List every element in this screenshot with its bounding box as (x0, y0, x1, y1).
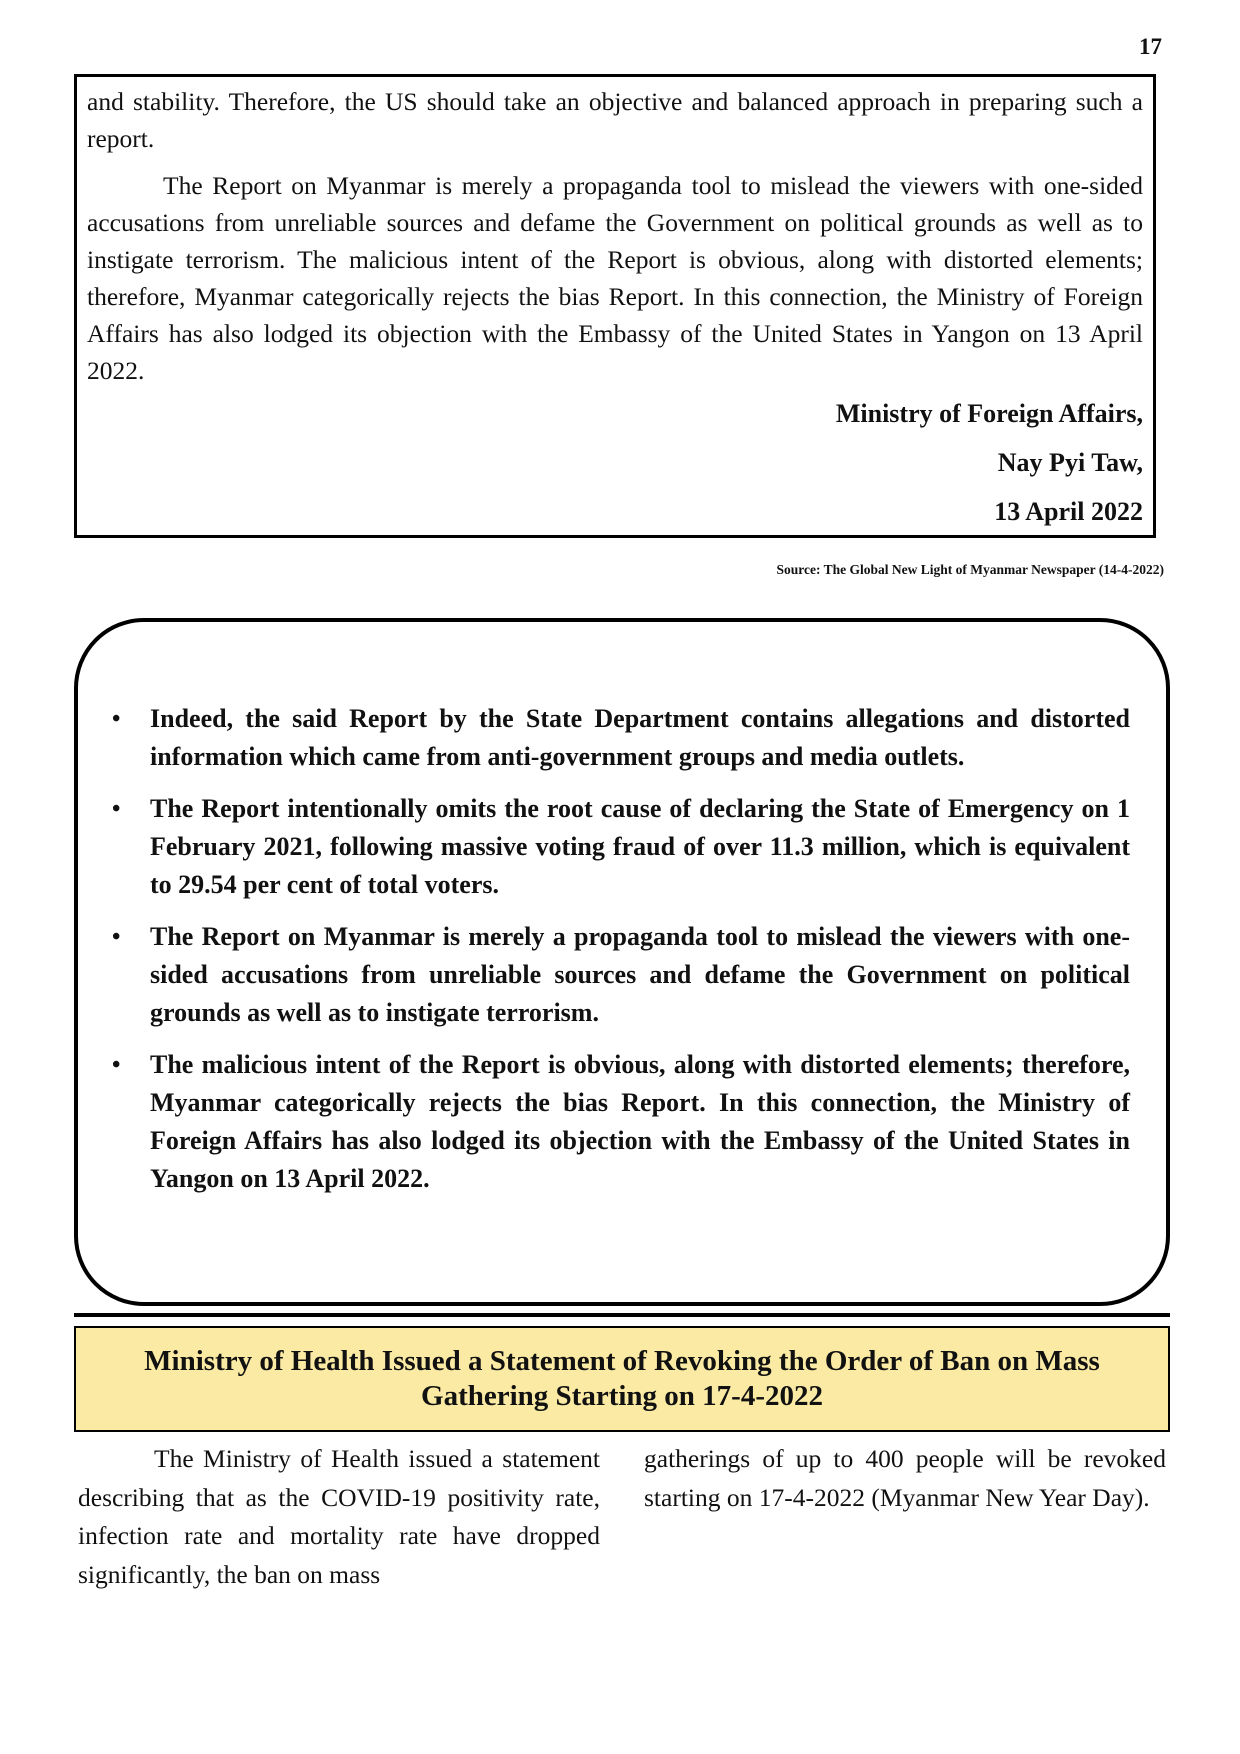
highlight-text: The Report intentionally omits the root cause of declaring the State of Emergency on 1 February 2021, following massive voting fraud of over 11.3 million, which is equivalent to 29.54 per cent of total voters. (150, 794, 1130, 899)
highlight-text: The malicious intent of the Report is obvious, along with distorted elements; therefore, Myanmar categorically rejects the bias Report. In this connection, the Ministry of Foreign Affairs has also lodged its objection with the Embassy of the United States in Yangon on 13 April 2022. (150, 1050, 1130, 1193)
section-divider (74, 1313, 1170, 1317)
article-body (78, 1440, 1166, 1594)
highlight-item (110, 918, 1130, 1032)
article-headline: Ministry of Health Issued a Statement of Revoking the Order of Ban on Mass Gathering Starting on 17-4-2022 (74, 1326, 1170, 1432)
bullet-icon: • (112, 796, 121, 822)
highlights-box (74, 618, 1170, 1306)
bullet-icon: • (112, 706, 121, 732)
highlights-list (110, 700, 1130, 1198)
highlight-item (110, 790, 1130, 904)
source-citation: Source: The Global New Light of Myanmar Newspaper (14-4-2022) (776, 562, 1164, 577)
bullet-icon: • (112, 1052, 121, 1078)
signature-place: Nay Pyi Taw, (997, 448, 1143, 477)
statement-paragraph-1: and stability. Therefore, the US should take an objective and balanced approach in preparing such a report. (87, 87, 1143, 153)
highlight-item (110, 700, 1130, 776)
signature-date: 13 April 2022 (994, 497, 1143, 526)
article-column-1: The Ministry of Health issued a statement describing that as the COVID-19 positivity rate, infection rate and mortality rate have dropped significantly, the ban on mass (78, 1444, 600, 1589)
article-column-2: gatherings of up to 400 people will be revoked starting on 17-4-2022 (Myanmar New Year Day). (644, 1444, 1166, 1512)
highlight-text: Indeed, the said Report by the State Department contains allegations and distorted information which came from anti-government groups and media outlets. (150, 704, 1130, 771)
statement-box (74, 74, 1156, 538)
page-number: 17 (1139, 34, 1162, 59)
highlight-item (110, 1046, 1130, 1198)
signature-ministry: Ministry of Foreign Affairs, (835, 399, 1143, 428)
signature-block (87, 389, 1143, 536)
statement-paragraph-2: The Report on Myanmar is merely a propaganda tool to mislead the viewers with one-sided accusations from unreliable sources and defame the Government on political grounds as well as to instigate terrorism. The malicious intent of the Report is obvious, along with distorted elements; therefore, Myanmar categorically rejects the bias Report. In this connection, the Ministry of Foreign Affairs has also lodged its objection with the Embassy of the United States in Yangon on 13 April 2022. (87, 171, 1143, 385)
bullet-icon: • (112, 924, 121, 950)
highlight-text: The Report on Myanmar is merely a propaganda tool to mislead the viewers with one-sided accusations from unreliable sources and defame the Government on political grounds as well as to instigate terrorism. (150, 922, 1130, 1027)
